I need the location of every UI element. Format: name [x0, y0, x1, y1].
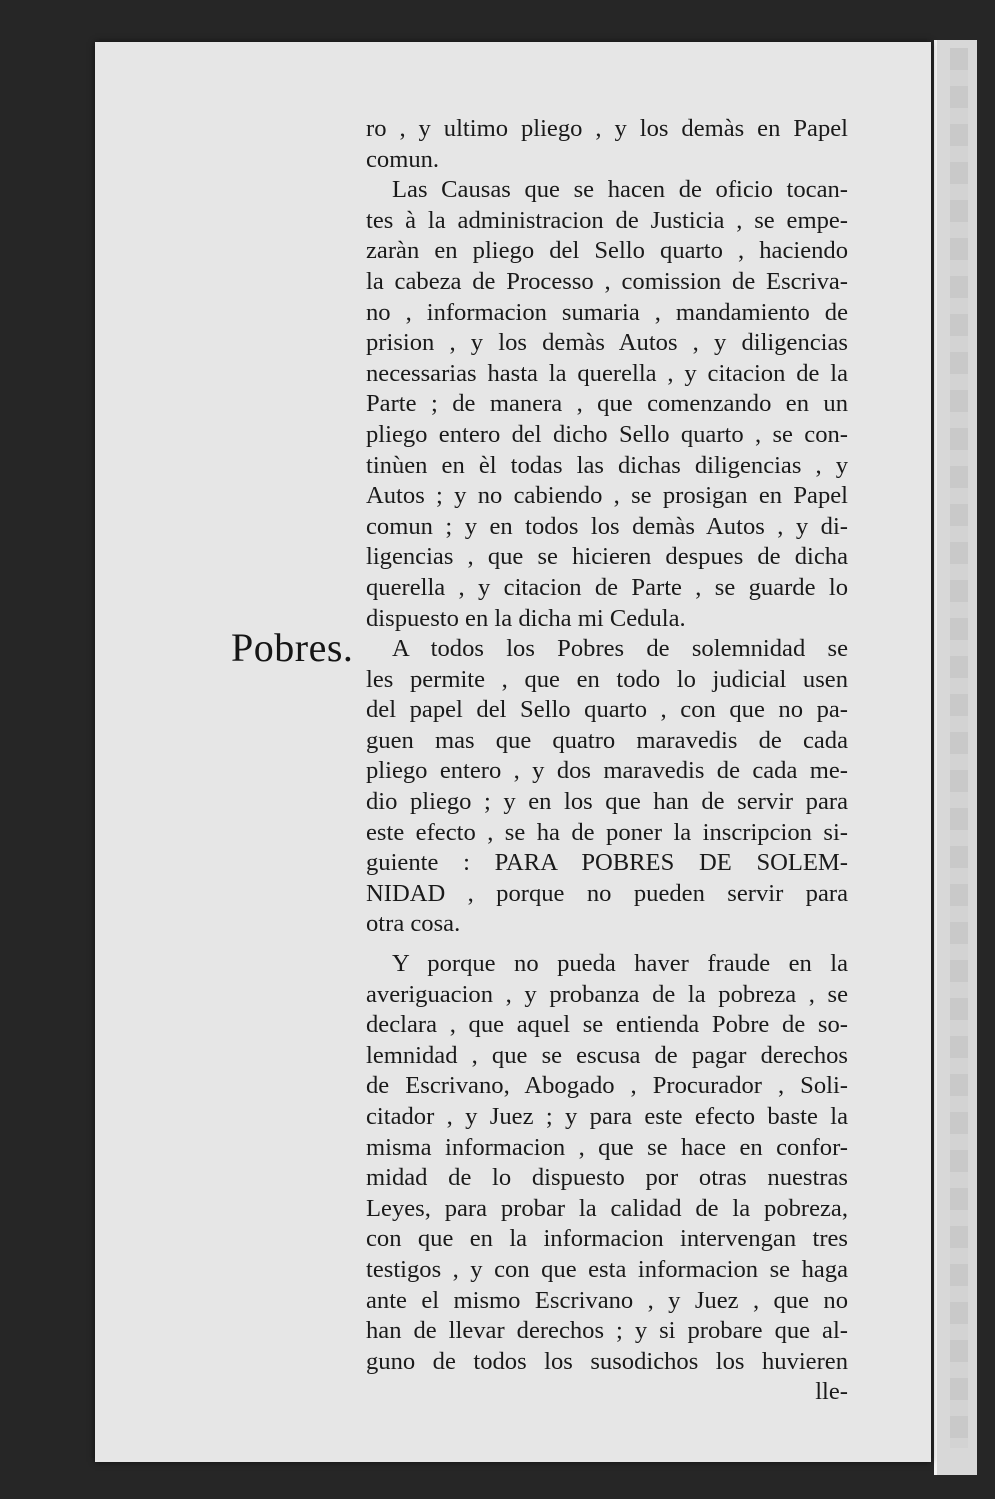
text-line: declara , que aquel se entienda Pobre de so-: [366, 1011, 848, 1039]
text-line: guiente : PARA POBRES DE SOLEM-: [366, 849, 848, 877]
text-line: NIDAD , porque no pueden servir para: [366, 879, 848, 907]
text-line: querella , y citacion de Parte , se guarde lo: [366, 573, 848, 601]
text-line: con que en la informacion intervengan tres: [366, 1225, 848, 1253]
text-line: les permite , que en todo lo judicial usen: [366, 665, 848, 693]
text-line: pliego entero , y dos maravedis de cada me-: [366, 757, 848, 785]
text-line: Parte ; de manera , que comenzando en un: [366, 390, 848, 418]
text-line: tes à la administracion de Justicia , se empe-: [366, 206, 848, 234]
text-line: prision , y los demàs Autos , y diligencias: [366, 329, 848, 357]
text-line: la cabeza de Processo , comission de Escriva-: [366, 267, 848, 295]
text-line: ligencias , que se hicieren despues de dicha: [366, 543, 848, 571]
text-line: guen mas que quatro maravedis de cada: [366, 726, 848, 754]
margin-note: Pobres.: [231, 625, 354, 670]
text-line: midad de lo dispuesto por otras nuestras: [366, 1164, 848, 1192]
text-line: Las Causas que se hacen de oficio tocan-: [392, 176, 848, 204]
text-line: averiguacion , y probanza de la pobreza , se: [366, 980, 848, 1008]
text-line: este efecto , se ha de poner la inscripcion si-: [366, 818, 848, 846]
catchword: lle-: [815, 1378, 848, 1406]
text-line: dispuesto en la dicha mi Cedula.: [366, 604, 686, 632]
text-line: necessarias hasta la querella , y citacion de la: [366, 359, 848, 387]
text-line: tinùen en èl todas las dichas diligencias , y: [366, 451, 848, 479]
text-line: guno de todos los susodichos los huvieren: [366, 1347, 848, 1375]
text-line: de Escrivano, Abogado , Procurador , Soli-: [366, 1072, 848, 1100]
body-text: [366, 114, 848, 1408]
text-line: pliego entero del dicho Sello quarto , se con-: [366, 420, 848, 448]
text-line: del papel del Sello quarto , con que no pa-: [366, 696, 848, 724]
text-line: zaràn en pliego del Sello quarto , haciendo: [366, 237, 848, 265]
text-line: misma informacion , que se hace en confor-: [366, 1133, 848, 1161]
text-line: no , informacion sumaria , mandamiento de: [366, 298, 848, 326]
facing-page-text-edge: [950, 48, 968, 1448]
text-line: citador , y Juez ; y para este efecto baste la: [366, 1103, 848, 1130]
text-line: A todos los Pobres de solemnidad se: [392, 635, 848, 663]
text-line: ro , y ultimo pliego , y los demàs en Papel: [366, 115, 848, 142]
text-line: lemnidad , que se escusa de pagar derechos: [366, 1041, 848, 1069]
text-line: Autos ; y no cabiendo , se prosigan en Papel: [366, 482, 848, 510]
text-line: dio pliego ; y en los que han de servir para: [366, 788, 848, 816]
text-line: otra cosa.: [366, 910, 461, 938]
text-line: comun.: [366, 145, 440, 173]
text-line: testigos , y con que esta informacion se haga: [366, 1255, 848, 1283]
text-line: ante el mismo Escrivano , y Juez , que no: [366, 1286, 848, 1314]
text-line: Y porque no pueda haver fraude en la: [392, 950, 848, 978]
text-line: Leyes, para probar la calidad de la pobreza,: [366, 1194, 848, 1222]
text-line: han de llevar derechos ; y si probare que al-: [366, 1317, 848, 1345]
text-line: comun ; y en todos los demàs Autos , y di-: [366, 512, 848, 540]
